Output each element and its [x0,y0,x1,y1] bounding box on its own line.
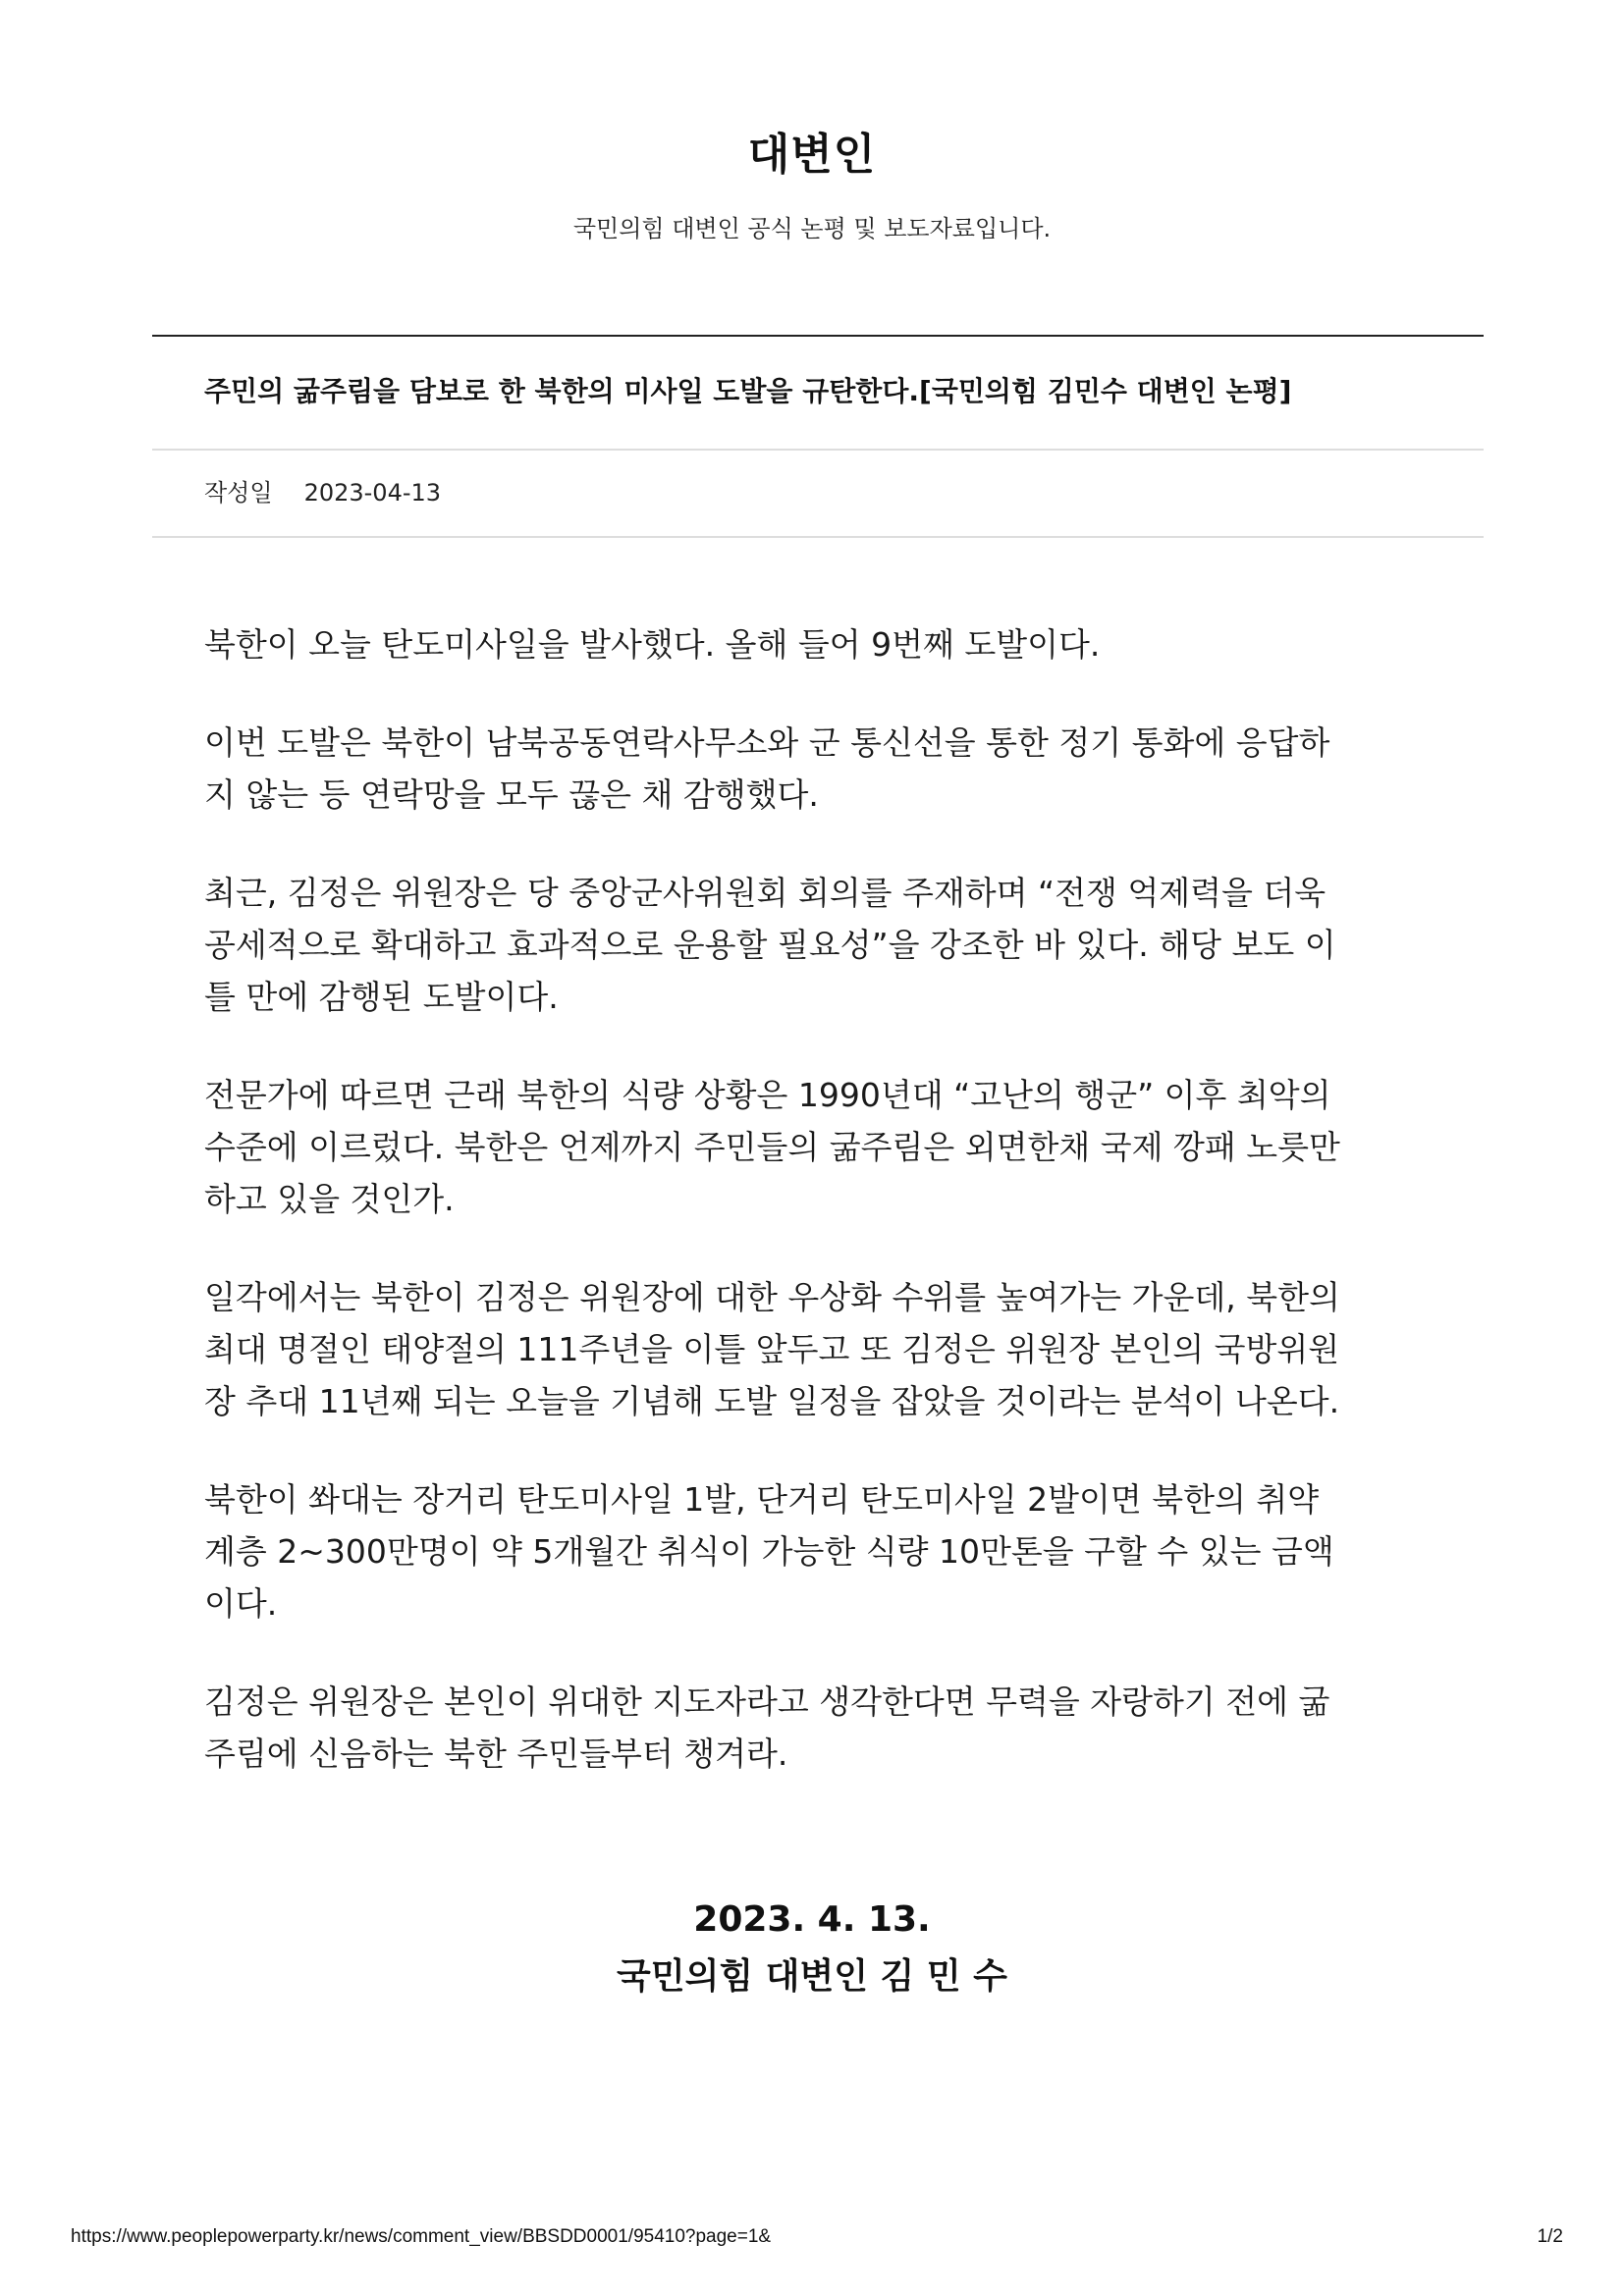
paragraph-3 [204,867,1441,1023]
header-divider [152,335,1484,337]
paragraph-line: 장 추대 11년째 되는 오늘을 기념해 도발 일정을 잡았을 것이라는 분석이 나온다. [204,1382,1340,1420]
paragraph-5 [204,1271,1441,1427]
paragraph-line: 하고 있을 것인가. [204,1180,455,1218]
paragraph-line: 공세적으로 확대하고 효과적으로 운용할 필요성”을 강조한 바 있다. 해당 보도 이 [204,926,1336,964]
paragraph-line: 틀 만에 감행된 도발이다. [204,978,559,1016]
paragraph-line: 북한이 쏴대는 장거리 탄도미사일 1발, 단거리 탄도미사일 2발이면 북한의 취약 [204,1480,1320,1519]
paragraph-line: 김정은 위원장은 본인이 위대한 지도자라고 생각한다면 무력을 자랑하기 전에 굶 [204,1682,1330,1721]
page-number: 1/2 [1537,2226,1563,2247]
date-value: 2023-04-13 [303,479,442,507]
title-divider [152,449,1484,451]
paragraph-line: 계층 2~300만명이 약 5개월간 취식이 가능한 식량 10만톤을 구할 수 있는 금액 [204,1532,1334,1571]
date-label: 작성일 [204,479,273,507]
paragraph-line: 지 않는 등 연락망을 모두 끊은 채 감행했다. [204,775,819,814]
paragraph-line: 북한이 오늘 탄도미사일을 발사했다. 올해 들어 9번째 도발이다. [204,625,1101,664]
paragraph-line: 이번 도발은 북한이 남북공동연락사무소와 군 통신선을 통한 정기 통화에 응답하 [204,723,1330,762]
paragraph-line: 수준에 이르렀다. 북한은 언제까지 주민들의 굶주림은 외면한채 국제 깡패 노릇만 [204,1128,1340,1166]
paragraph-7 [204,1676,1441,1780]
paragraph-line: 전문가에 따르면 근래 북한의 식량 상황은 1990년대 “고난의 행군” 이후 최악의 [204,1076,1331,1114]
page-title: 대변인 [747,130,877,180]
paragraph-line: 최대 명절인 태양절의 111주년을 이틀 앞두고 또 김정은 위원장 본인의 국방위원 [204,1330,1340,1368]
article-body [204,618,1441,1826]
signature-date: 2023. 4. 13. [693,1899,931,1940]
article-title: 주민의 굶주림을 담보로 한 북한의 미사일 도발을 규탄한다.[국민의힘 김민수 대변인 논평] [204,375,1292,407]
paragraph-line: 주림에 신음하는 북한 주민들부터 챙겨라. [204,1735,788,1773]
paragraph-line: 이다. [204,1584,278,1623]
paragraph-line: 일각에서는 북한이 김정은 위원장에 대한 우상화 수위를 높여가는 가운데, 북한의 [204,1278,1340,1316]
meta-divider [152,536,1484,538]
paragraph-2 [204,717,1441,821]
footer-url: https://www.peoplepowerparty.kr/news/comment_view/BBSDD0001/95410?page=1& [71,2226,772,2247]
article-meta [204,475,441,510]
paragraph-6 [204,1473,1441,1629]
paragraph-4 [204,1069,1441,1225]
page-subtitle: 국민의힘 대변인 공식 논평 및 보도자료입니다. [572,215,1052,242]
paragraph-1 [204,618,1441,670]
signature-name: 국민의힘 대변인 김 민 수 [617,1956,1007,1997]
paragraph-line: 최근, 김정은 위원장은 당 중앙군사위원회 회의를 주재하며 “전쟁 억제력을 더욱 [204,874,1326,912]
